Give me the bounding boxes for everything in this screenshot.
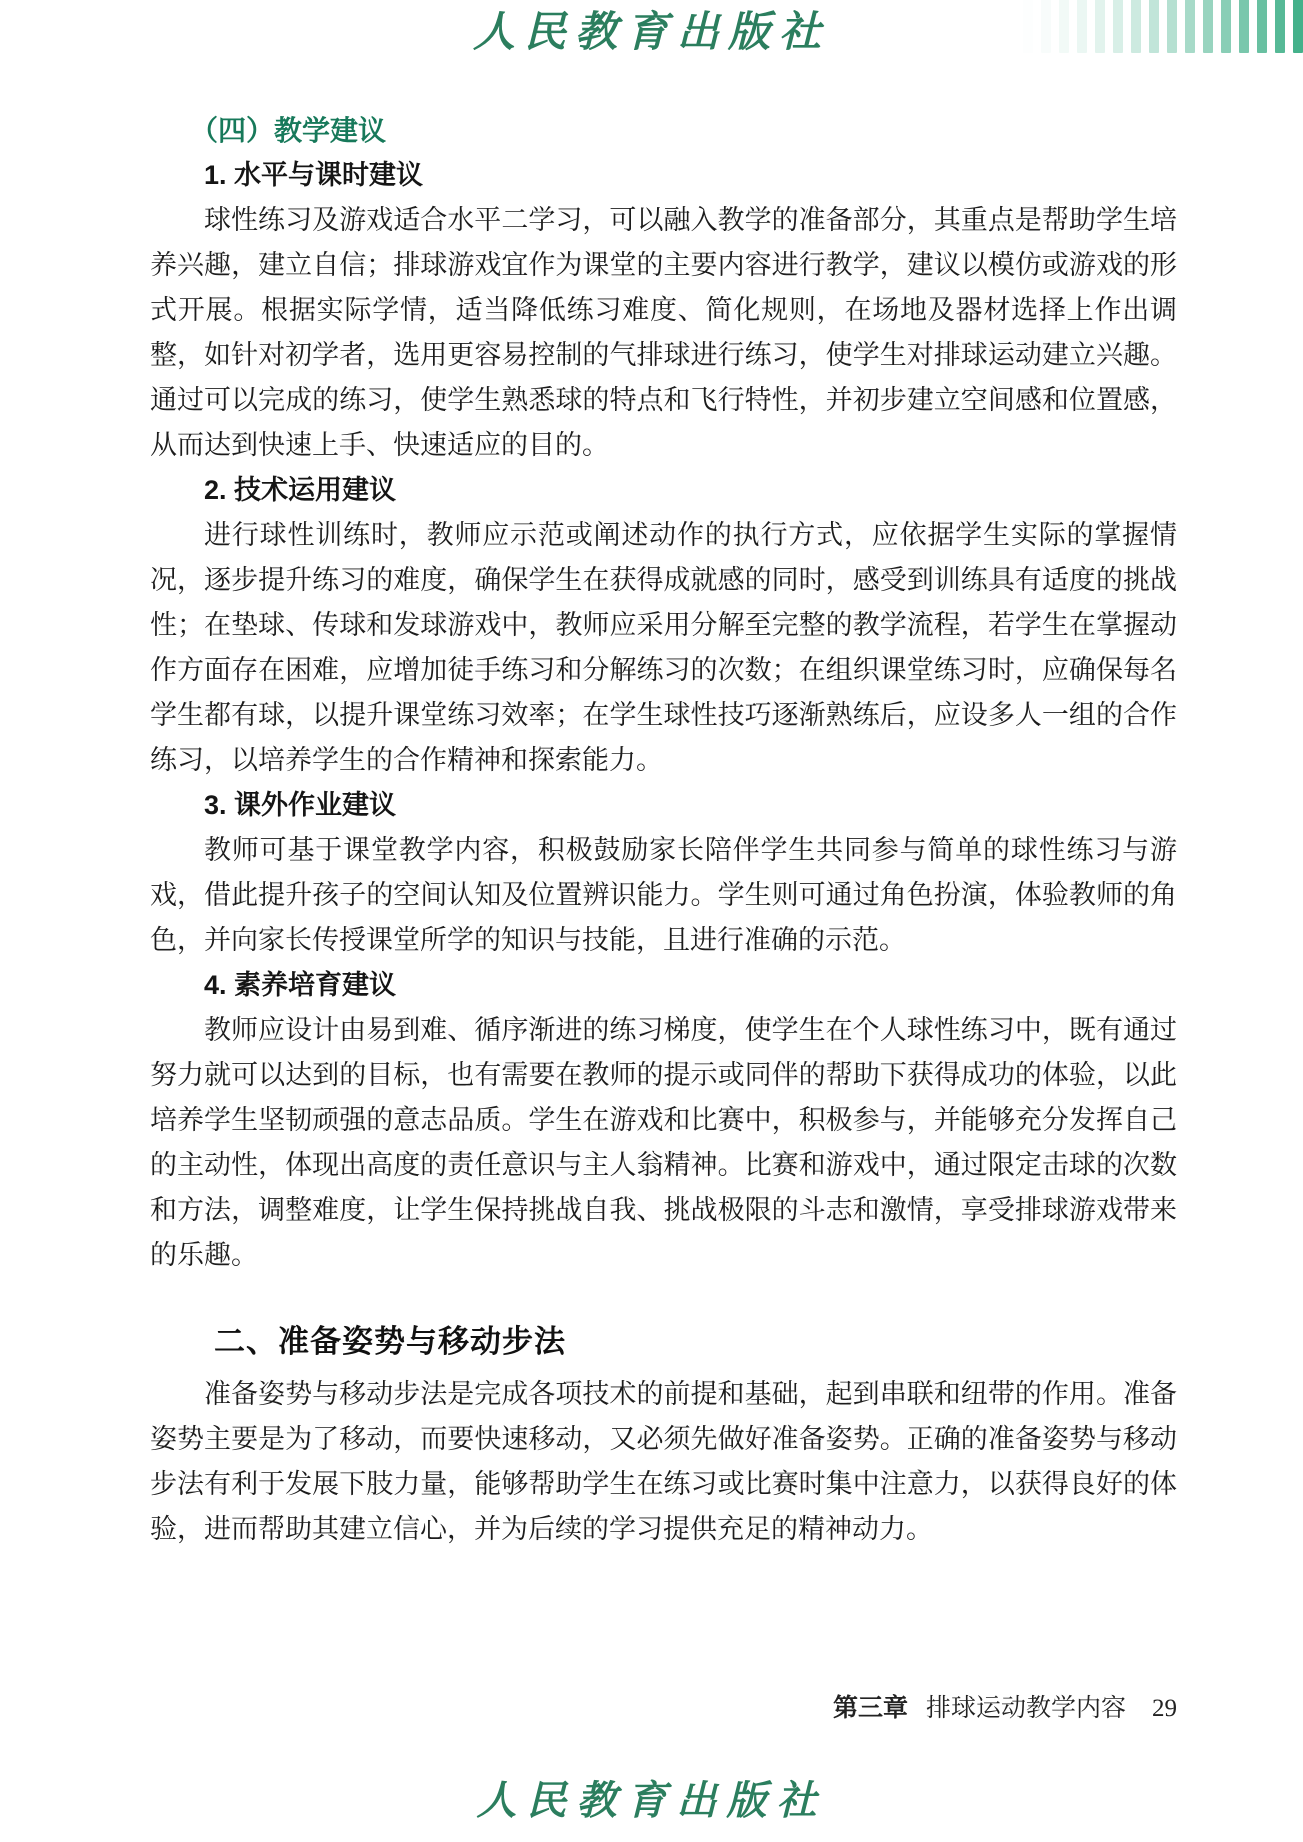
page-content bbox=[150, 108, 1177, 1552]
decor-bar bbox=[1221, 0, 1231, 53]
paragraph-competence-cultivation: 教师应设计由易到难、循序渐进的练习梯度，使学生在个人球性练习中，既有通过努力就可以达到的目标，也有需要在教师的提示或同伴的帮助下获得成功的体验，以此培养学生坚韧顽强的意志品质。学生在游戏和比赛中，积极参与，并能够充分发挥自己的主动性，体现出高度的责任意识与主人翁精神。比赛和游戏中，通过限定击球的次数和方法，调整难度，让学生保持挑战自我、挑战极限的斗志和激情，享受排球游戏带来的乐趣。 bbox=[150, 1015, 1177, 1270]
decor-bar bbox=[1041, 0, 1051, 53]
publisher-logo-bottom: 人民教育出版社 bbox=[476, 1778, 827, 1823]
subsection-heading-technique-application: 2. 技术运用建议 bbox=[204, 475, 397, 505]
paragraph-homework: 教师可基于课堂教学内容，积极鼓励家长陪伴学生共同参与简单的球性练习与游戏，借此提升孩子的空间认知及位置辨识能力。学生则可通过角色扮演，体验教师的角色，并向家长传授课堂所学的知识与技能，且进行准确的示范。 bbox=[150, 835, 1177, 955]
decor-bar bbox=[1095, 0, 1105, 53]
publisher-logo-top: 人民教育出版社 bbox=[472, 10, 831, 56]
section-heading-teaching-suggestions: （四）教学建议 bbox=[190, 115, 387, 146]
decor-bar bbox=[1059, 0, 1069, 53]
subsection-heading-homework: 3. 课外作业建议 bbox=[204, 790, 397, 820]
section-heading-ready-posture-and-footwork: 二、准备姿势与移动步法 bbox=[214, 1324, 566, 1359]
paragraph-technique-application: 进行球性训练时，教师应示范或阐述动作的执行方式，应依据学生实际的掌握情况，逐步提升练习的难度，确保学生在获得成就感的同时，感受到训练具有适度的挑战性；在垫球、传球和发球游戏中，教师应采用分解至完整的教学流程，若学生在掌握动作方面存在困难，应增加徒手练习和分解练习的次数；在组织课堂练习时，应确保每名学生都有球，以提升课堂练习效率；在学生球性技巧逐渐熟练后，应设多人一组的合作练习，以培养学生的合作精神和探索能力。 bbox=[150, 520, 1177, 775]
footer-page-number: 29 bbox=[1152, 1695, 1177, 1722]
decor-bar bbox=[1275, 0, 1285, 53]
subsection-heading-level-and-lesson: 1. 水平与课时建议 bbox=[204, 160, 424, 190]
decor-bar bbox=[1257, 0, 1267, 53]
decor-bar bbox=[1167, 0, 1177, 53]
decor-bar bbox=[1149, 0, 1159, 53]
decor-bar bbox=[1203, 0, 1213, 53]
decor-bar bbox=[1023, 0, 1033, 53]
decor-bar bbox=[1293, 0, 1303, 53]
decorative-bars bbox=[1023, 0, 1303, 53]
decor-bar bbox=[1131, 0, 1141, 53]
footer-chapter-label: 第三章 bbox=[832, 1694, 908, 1722]
running-footer bbox=[150, 1692, 1177, 1725]
decor-bar bbox=[1185, 0, 1195, 53]
decor-bar bbox=[1239, 0, 1249, 53]
decor-bar bbox=[1077, 0, 1087, 53]
decor-bar bbox=[1113, 0, 1123, 53]
paragraph-level-and-lesson: 球性练习及游戏适合水平二学习，可以融入教学的准备部分，其重点是帮助学生培养兴趣，建立自信；排球游戏宜作为课堂的主要内容进行教学，建议以模仿或游戏的形式开展。根据实际学情，适当降低练习难度、简化规则，在场地及器材选择上作出调整，如针对初学者，选用更容易控制的气排球进行练习，使学生对排球运动建立兴趣。通过可以完成的练习，使学生熟悉球的特点和飞行特性，并初步建立空间感和位置感，从而达到快速上手、快速适应的目的。 bbox=[150, 205, 1177, 460]
subsection-heading-competence-cultivation: 4. 素养培育建议 bbox=[204, 970, 397, 1000]
paragraph-ready-posture-and-footwork: 准备姿势与移动步法是完成各项技术的前提和基础，起到串联和纽带的作用。准备姿势主要是为了移动，而要快速移动，又必须先做好准备姿势。正确的准备姿势与移动步法有利于发展下肢力量，能够帮助学生在练习或比赛时集中注意力，以获得良好的体验，进而帮助其建立信心，并为后续的学习提供充足的精神动力。 bbox=[150, 1379, 1177, 1544]
footer-chapter-title: 排球运动教学内容 bbox=[925, 1695, 1126, 1722]
